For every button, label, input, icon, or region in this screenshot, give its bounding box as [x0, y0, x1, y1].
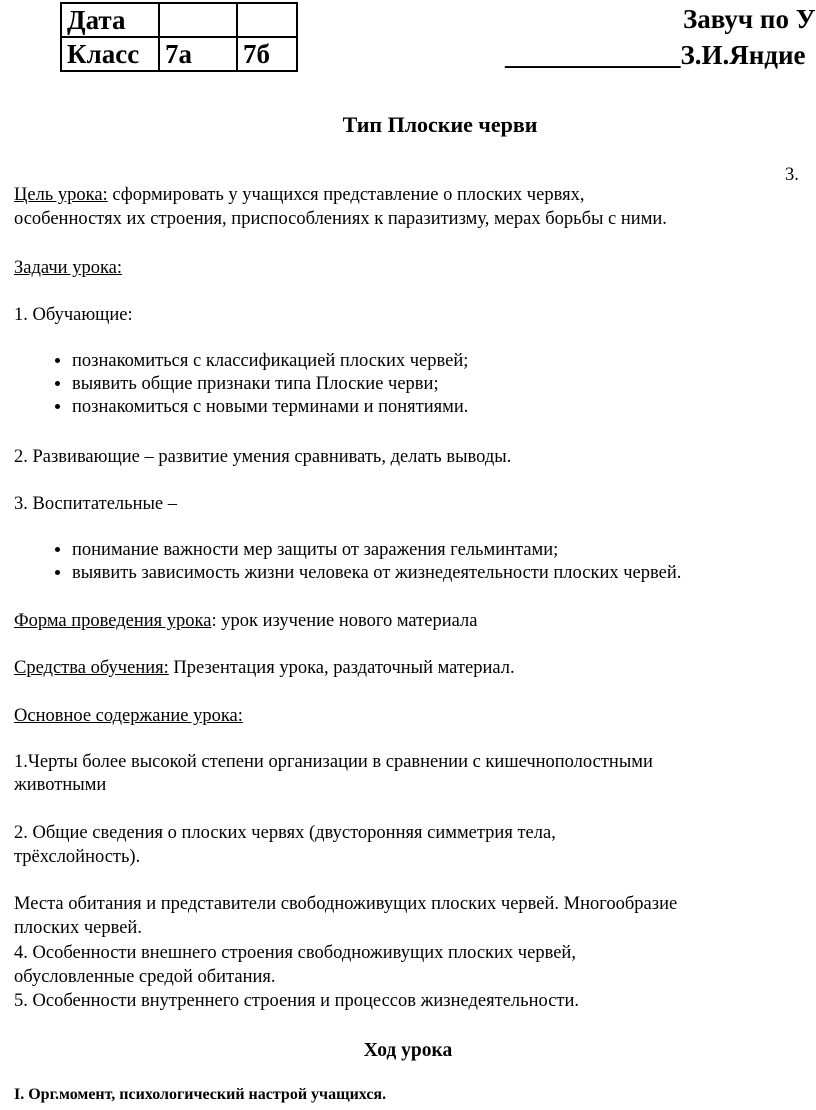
content-p2-line2: трёхслойность). — [14, 847, 141, 867]
educational-list — [14, 350, 468, 419]
list-item: • познакомиться с новыми терминами и понятиями. — [72, 396, 468, 419]
content-label: Основное содержание урока: — [14, 706, 243, 726]
list-item: • выявить общие признаки типа Плоские черви; — [72, 373, 468, 396]
form-text: : урок изучение нового материала — [211, 611, 478, 631]
head-teacher-signature — [505, 40, 806, 71]
goal-line-1 — [14, 184, 584, 207]
content-p1-line1: 1.Черты более высокой степени организации в сравнении с кишечнополостными — [14, 752, 653, 772]
goal-text: сформировать у учащихся представление о плоских червях, — [107, 185, 585, 205]
class-7b: 7б — [237, 37, 297, 71]
class-7a: 7а — [159, 37, 237, 71]
date-cell-7a — [159, 3, 237, 37]
means-label: Средства обучения: — [14, 658, 169, 678]
upbringing-heading: 3. Воспитательные – — [14, 494, 177, 514]
list-item: • понимание важности мер защиты от заражения гельминтами; — [72, 539, 681, 562]
content-p4-line1: 4. Особенности внешнего строения свободноживущих плоских червей, — [14, 943, 576, 963]
goal-line-2: особенностях их строения, приспособлениях к паразитизму, мерах борьбы с ними. — [14, 209, 667, 229]
means-text: Презентация урока, раздаточный материал. — [168, 658, 515, 678]
class-label: Класс — [61, 37, 159, 71]
content-p1-line2: животными — [14, 775, 107, 795]
developmental-task: 2. Развивающие – развитие умения сравнивать, делать выводы. — [14, 447, 512, 467]
tasks-label: Задачи урока: — [14, 258, 123, 278]
means-line — [14, 657, 515, 680]
content-p3-line1: Места обитания и представители свободноживущих плоских червей. Многообразие — [14, 894, 678, 914]
table-row — [61, 37, 297, 71]
content-p5: 5. Особенности внутреннего строения и процессов жизнедеятельности. — [14, 991, 580, 1011]
content-p2-line1: 2. Общие сведения о плоских червях (двусторонняя симметрия тела, — [14, 823, 556, 843]
stage-1: I. Орг.момент, психологический настрой учащихся. — [14, 1086, 387, 1103]
page-number: 3. — [785, 165, 799, 185]
content-p3-line2: плоских червей. — [14, 918, 142, 938]
form-line — [14, 610, 477, 633]
signature-blank: _____________ — [505, 40, 681, 70]
form-label: Форма проведения урока — [14, 611, 212, 631]
educational-heading: 1. Обучающие: — [14, 305, 133, 325]
goal-label: Цель урока: — [14, 185, 108, 205]
table-row — [61, 3, 297, 37]
head-teacher-name: З.И.Яндие — [680, 40, 806, 70]
header-table — [60, 2, 298, 72]
list-item: • выявить зависимость жизни человека от жизнедеятельности плоских червей. — [72, 562, 681, 585]
content-p4-line2: обусловленные средой обитания. — [14, 967, 276, 987]
list-item: • познакомиться с классификацией плоских червей; — [72, 350, 468, 373]
page-title: Тип Плоские черви — [342, 112, 538, 137]
date-label: Дата — [61, 3, 159, 37]
upbringing-list — [14, 539, 681, 585]
lesson-heading: Ход урока — [363, 1040, 453, 1061]
date-cell-7b — [237, 3, 297, 37]
head-teacher-title: Завуч по У — [683, 4, 816, 34]
